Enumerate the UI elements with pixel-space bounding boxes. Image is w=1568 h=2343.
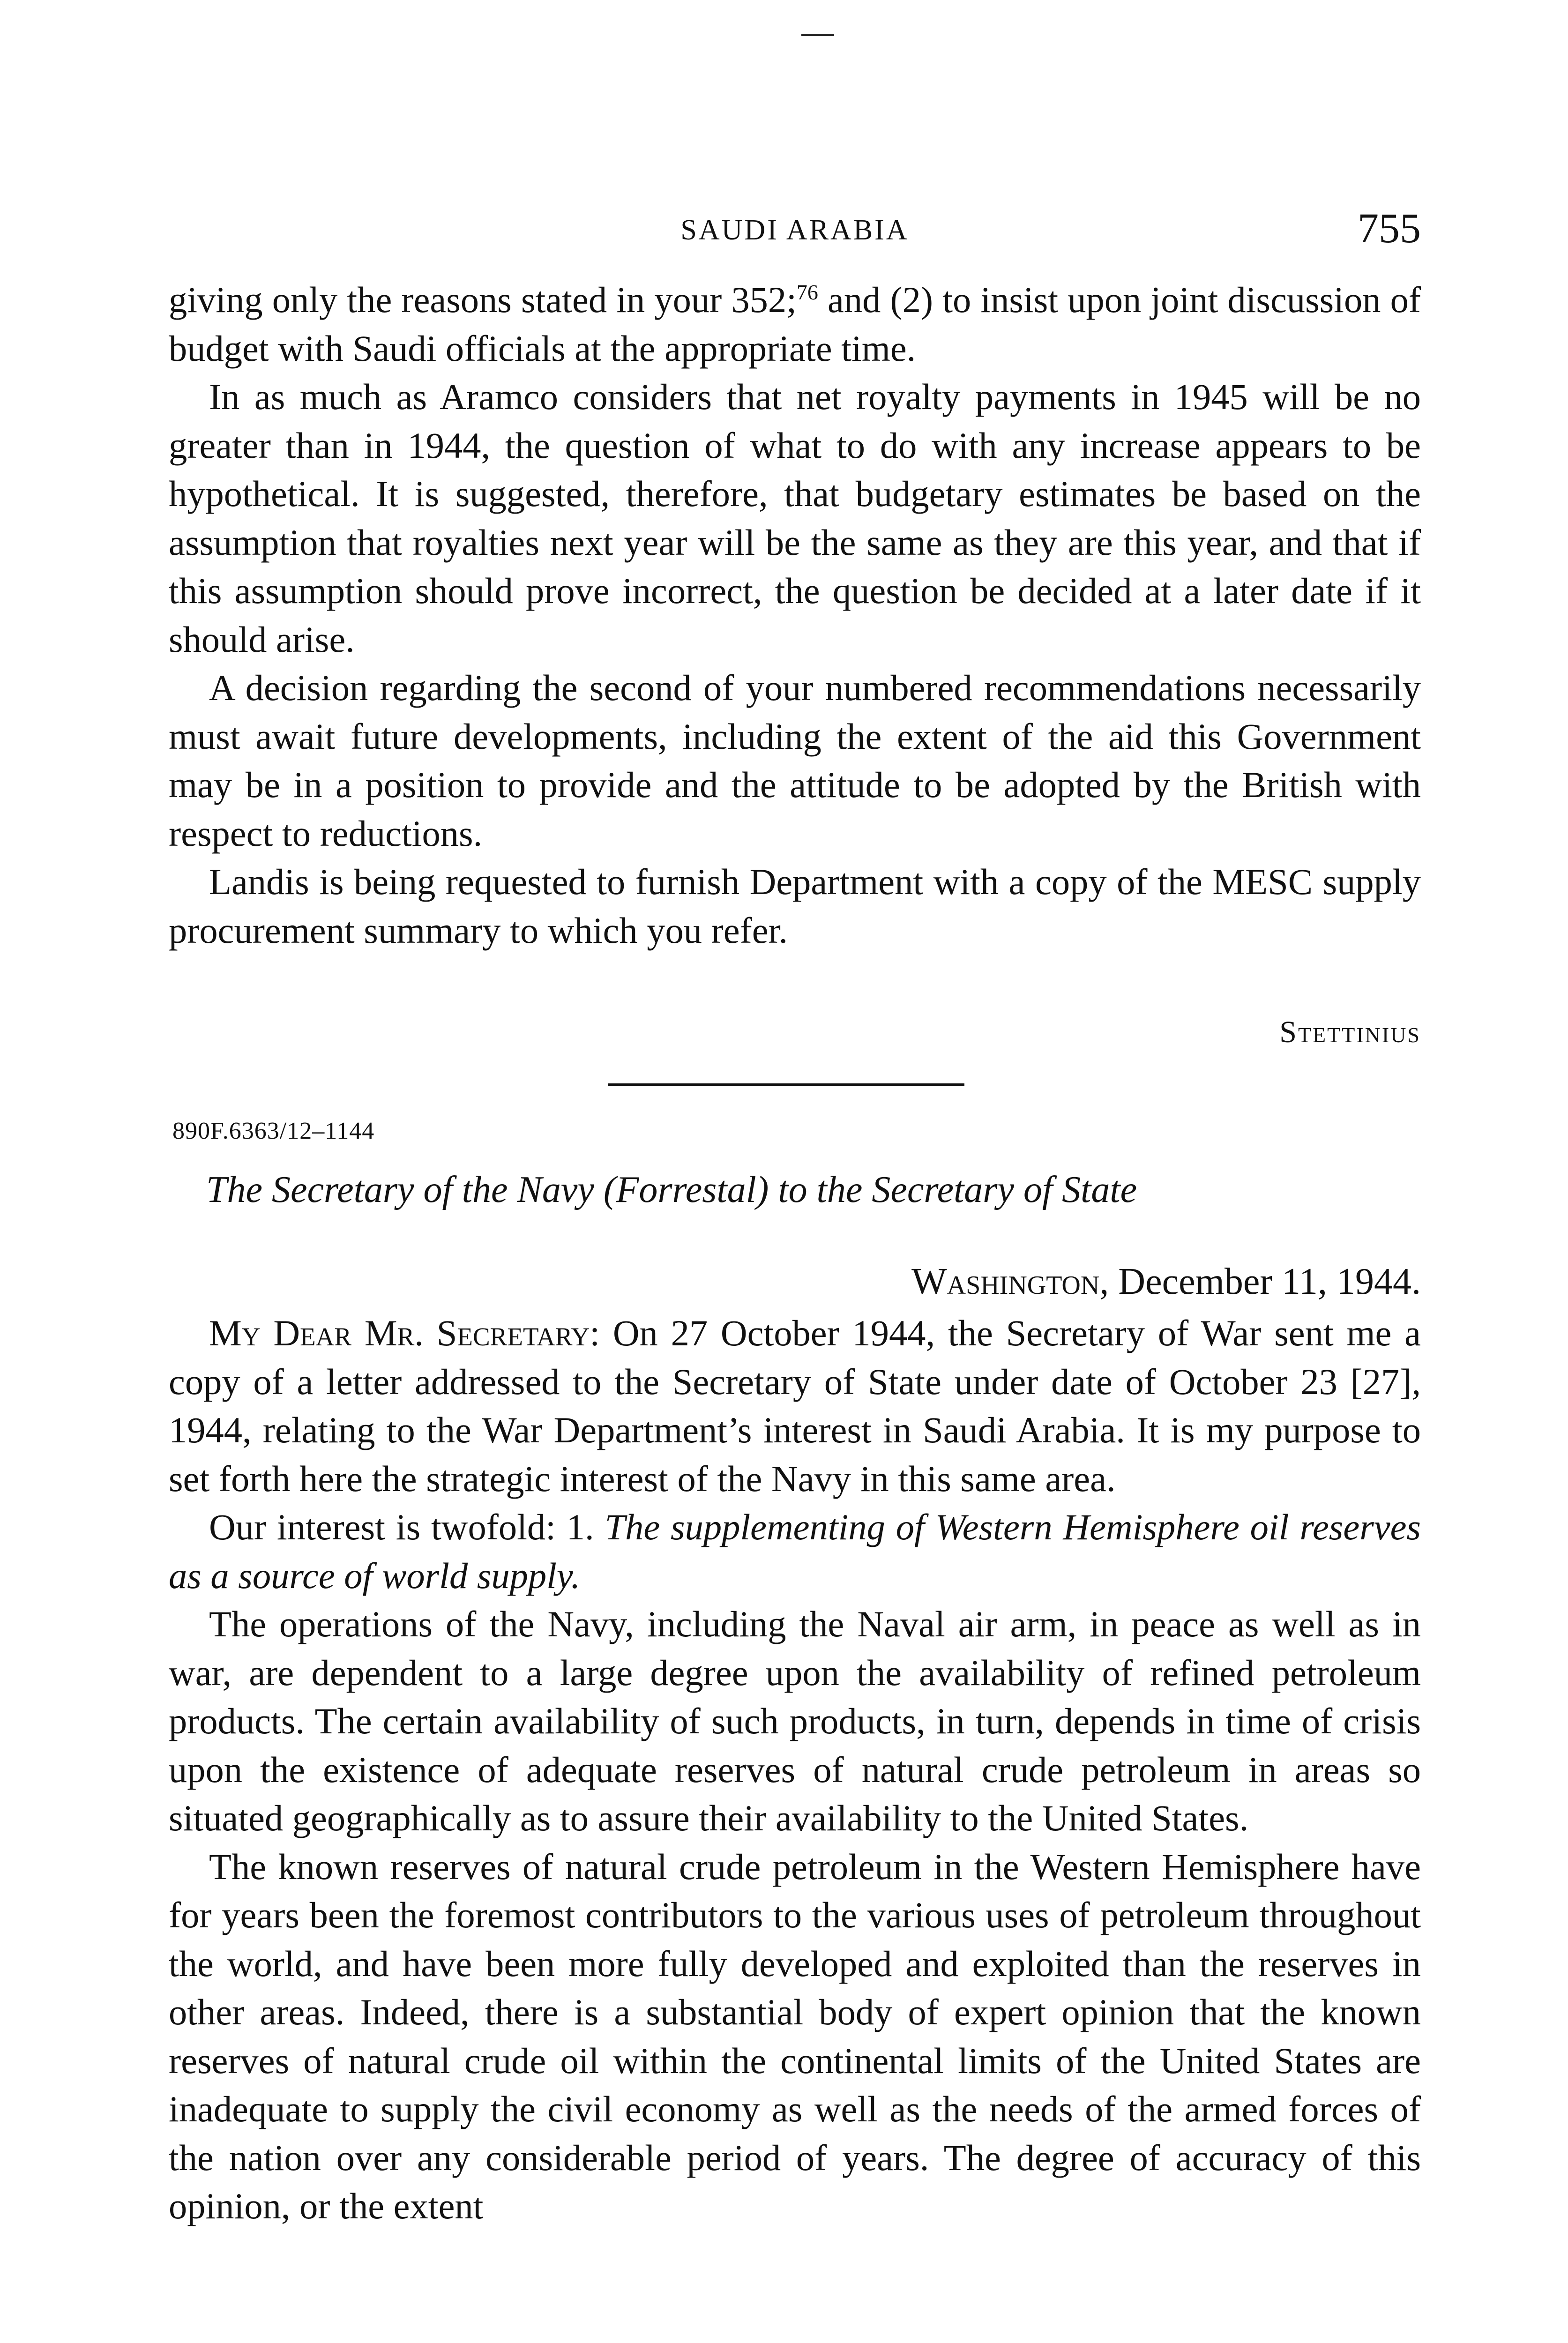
letter-p1-text: On 27 October 1944, the Secretary of War sent me a copy of a letter addressed to the Secretary of State under date of October 23 [27], 1944, relating to the War Department’s interest in Saudi Arabia. It is my purpose to set forth here the strategic interest of the Navy in this same area.: [169, 1313, 1421, 1499]
telegram-p1-text-b: and (2) to insist upon joint discussion of budget with Saudi officials at the appropriate time.: [169, 279, 1421, 369]
letter-paragraph-4: The known reserves of natural crude petroleum in the Western Hemisphere have for years been the foremost contributors to the various uses of petroleum throughout the world, and have been more fully developed and exploited than the reserves in other areas. Indeed, there is a substantial body of expert opinion that the known reserves of natural crude oil within the continental limits of the United States are inadequate to supply the civil economy as well as the needs of the armed forces of the nation over any considerable period of years. The degree of accuracy of this opinion, or the extent: [169, 1846, 1421, 2226]
letter-paragraph-1: [169, 1309, 1421, 1503]
letter-p2-text: Our interest is twofold: 1.: [209, 1507, 605, 1547]
document-heading: The Secretary of the Navy (Forrestal) to the Secretary of State: [206, 1169, 1137, 1210]
letter-paragraph-2: [169, 1503, 1421, 1600]
telegram-paragraph-1: [169, 276, 1421, 373]
letter-body: [169, 1309, 1421, 2231]
letter-paragraph-3: The operations of the Navy, including the Naval air arm, in peace as well as in war, are dependent to a large degree upon the availability of refined petroleum products. The certain availability of such products, in turn, depends in time of crisis upon the existence of adequate reserves of natural crude petroleum in areas so situated geographically as to assure their availability to the United States.: [169, 1604, 1421, 1838]
running-header: [169, 205, 1421, 253]
page-number: 755: [1358, 205, 1421, 252]
letter-p2-italic: The supplementing of Western Hemisphere oil reserves as a source of world supply.: [169, 1507, 1421, 1596]
dateline-place: Washington: [911, 1261, 1100, 1302]
telegram-body: [169, 276, 1421, 955]
telegram-paragraph-2: In as much as Aramco considers that net royalty payments in 1945 will be no greater than in 1944, the question of what to do with any increase appears to be hypothetical. It is suggested, therefore, that budgetary estimates be based on the assumption that royalties next year will be the same as they are this year, and that if this assumption should prove incorrect, the question be decided at a later date if it should arise.: [169, 376, 1421, 660]
dateline-date: , December 11, 1944.: [1099, 1261, 1421, 1302]
section-divider: [608, 1083, 964, 1086]
running-title: SAUDI ARABIA: [680, 214, 909, 246]
salutation: My Dear Mr. Secretary:: [209, 1313, 600, 1353]
file-number: 890F.6363/12–1144: [172, 1118, 375, 1144]
telegram-paragraph-4: Landis is being requested to furnish Department with a copy of the MESC supply procurement summary to which you refer.: [169, 861, 1421, 951]
signature: Stettinius: [1279, 1015, 1421, 1049]
footnote-ref: 76: [796, 280, 818, 304]
telegram-paragraph-3: A decision regarding the second of your numbered recommendations necessarily must await future developments, including the extent of the aid this Government may be in a position to provide and the attitude to be adopted by the British with respect to reductions.: [169, 667, 1421, 854]
dateline: [911, 1261, 1421, 1303]
telegram-p1-text-a: giving only the reasons stated in your 352;: [169, 279, 797, 320]
top-dash-mark: [801, 34, 834, 36]
